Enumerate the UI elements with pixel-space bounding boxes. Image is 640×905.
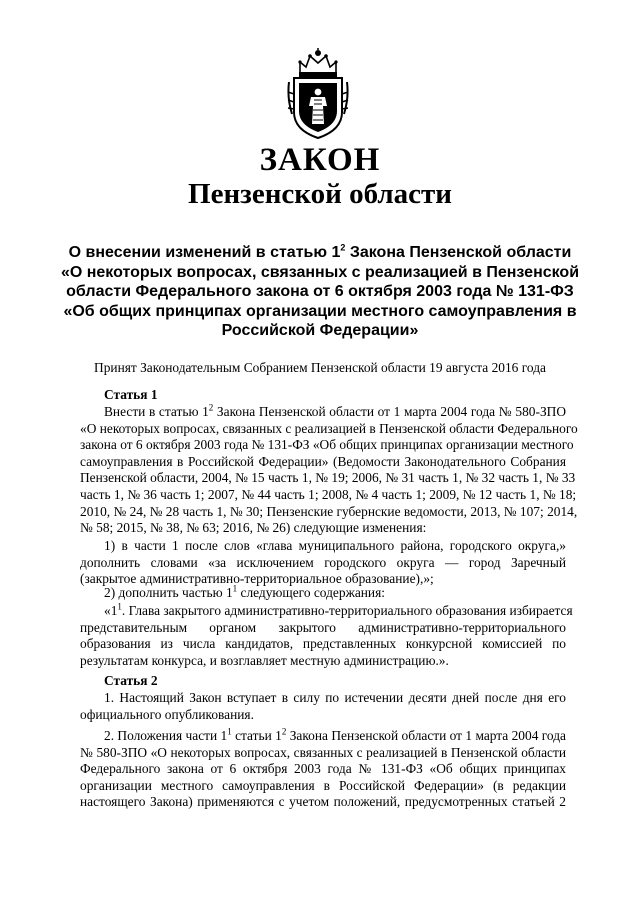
law-heading [60,243,580,341]
text-line: самоуправления в Российской Федерации» (Ведомости Законодательного Собрания [80,453,566,469]
text-line: 1. Настоящий Закон вступает в силу по истечении десяти дней после дня его [104,690,566,705]
text-line: 2) дополнить частью $1^1$ следующего содержания: [104,583,385,600]
heading-line: О внесении изменений в статью $1^2$ Закона Пензенской области [68,242,572,261]
text-line: Пензенской области, 2004, № 15 часть 1, № 19; 2006, № 31 часть 1, № 32 часть 1, № 33 [80,470,576,486]
document-subtitle: Пензенской области [188,178,452,210]
text-line: официального опубликования. [80,706,254,722]
document-title: ЗАКОН [259,142,381,178]
text-line: (закрытое административно-территориальное образование),»; [80,571,434,587]
text-line: 2010, № 24, № 28 часть 1, № 30; Пензенские губернские ведомости, 2013, № 107; 2014, [80,503,578,519]
heading-line: «Об общих принципах организации местного самоуправления в [63,302,577,320]
text-line: Внести в статью $1^2$ Закона Пензенской области от 1 марта 2004 года № 580-ЗПО [104,402,566,419]
adoption-statement: Принят Законодательным Собранием Пензенской области 19 августа 2016 года [94,360,546,375]
text-line: результатам конкурса, и возглавляет местную администрацию.». [80,652,449,668]
text-line: 1) в части 1 после слов «глава муниципального района, городского округа,» [104,538,566,553]
heading-line: «О некоторых вопросах, связанных с реализацией в Пензенской [60,263,580,281]
text-line: № 580-ЗПО «О некоторых вопросах, связанных с реализацией в Пензенской области [80,744,566,760]
text-line: дополнить словами «за исключением городского округа — город Заречный [80,554,566,570]
article-2-item-2 [80,728,566,811]
text-line: образования из числа кандидатов, представленных конкурсной комиссией по [80,636,566,652]
article-1-title: Статья 1 [104,387,158,402]
text-line: представительным органом закрытого административно-территориального [80,619,566,635]
text-line: № 58; 2015, № 38, № 63; 2016, № 26) следующие изменения: [80,520,427,536]
article-2-item-1 [80,690,566,723]
heading-line: области Федерального закона от 6 октября 2003 года № 131-ФЗ [66,283,574,300]
article-1-item-1 [80,538,566,588]
article-1-quote [80,601,573,669]
text-line: «О некоторых вопросах, связанных с реализацией в Пензенской области Федерального [80,420,578,436]
article-2-title: Статья 2 [104,673,158,688]
text-line: «$1^1$. Глава закрытого административно-территориального образования избирается [104,601,573,618]
text-line: 2. Положения части $1^1$ статьи $1^2$ Закона Пензенской области от 1 марта 2004 года [104,726,566,743]
text-line: Федерального закона от 6 октября 2003 года № 131-ФЗ «Об общих принципах [80,761,566,777]
heading-line: Российской Федерации» [221,322,419,339]
text-line: организации местного самоуправления в Российской Федерации» (в редакции [80,777,566,793]
text-line: часть 1, № 36 часть 1; 2007, № 44 часть 1; 2008, № 4 часть 1; 2009, № 12 часть 1, № 18; [80,486,577,502]
article-1-intro [80,402,578,537]
article-1-item-2 [80,585,566,602]
text-line: настоящего Закона) применяются с учетом положений, предусмотренных статьей 2 [80,794,566,810]
text-line: закона от 6 октября 2003 года № 131-ФЗ «Об общих принципах организации местного [80,437,574,453]
penza-coat-of-arms-emblem [286,48,350,140]
